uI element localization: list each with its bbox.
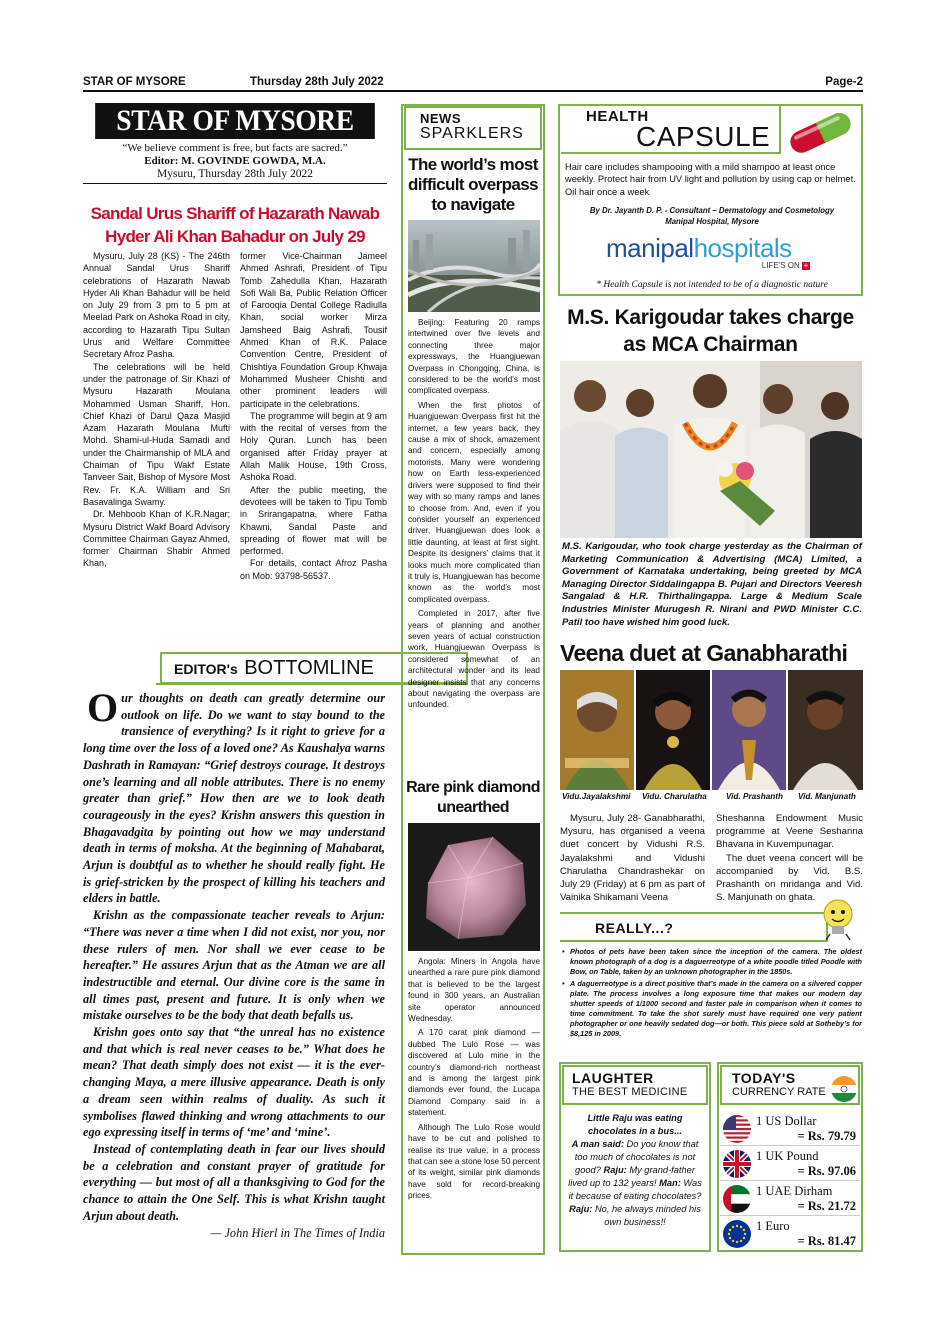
laughter-joke — [566, 1112, 704, 1229]
veena-paragraph: Mysuru, July 28- Ganabharathi, Mysuru, has organised a veena duet concert by Vidushi R.S. Jayalakshmi and Vidushi Charulatha Chandrashekar on July 29 (Friday) at 6 pm as part of Vainika Shikamani Veena — [560, 813, 705, 904]
urus-headline-line2: Hyder Ali Khan Bahadur on July 29 — [105, 227, 365, 246]
diamond-paragraph: A 170 carat pink diamond — dubbed The Lulo Rose — was discovered at Lulo mine in the country’s diamond-rich northeast and is among the largest pink diamonds ever found, the Lucapa Diamond Company said in a statement. — [408, 1028, 540, 1118]
really-list — [562, 947, 862, 1039]
veena-paragraph: The duet veena concert will be accompanied by Vid. B.S. Prashanth on mridanga and Vid. S. Manjunath on ghata. — [716, 852, 863, 904]
editorial-paragraph: Krishn as the compassionate teacher reveals to Arjun: “There was never a time when I did not exist, nor you, nor these rulers of men. Nor shall we ever cease to be hereafter.” He assures Arjun that as the Atman we are all indestructible and eternal. Our divine core is the same in all times past, present and future. It is only when we mistake ourselves to be the body that death befalls us. — [83, 908, 385, 1023]
really-item: • Photos of pets have been taken since the inception of the camera. The oldest known photograph of a dog is a daguerreotype of a white poodle titled Poodle with Bow, on Table, taken by an unknown photographer in the 1850s. — [562, 947, 862, 976]
pink-diamond-photo — [408, 823, 540, 951]
masthead-editor: Editor: M. GOVINDE GOWDA, M.A. — [144, 155, 326, 167]
currency-row — [720, 1112, 860, 1146]
veena-article-col1 — [560, 812, 705, 904]
logo-text-a: manipal — [606, 233, 694, 263]
uk-flag-icon — [723, 1150, 751, 1178]
veena-photo-3 — [712, 670, 786, 790]
news-label-bold: NEWS — [420, 111, 461, 126]
health-capsule-label — [561, 106, 781, 154]
news-sparklers-label — [404, 106, 542, 150]
joke-speaker: Man: — [659, 1178, 681, 1188]
page-header — [83, 76, 863, 92]
urus-paragraph: Mysuru, July 28 (KS) - The 246th Annual Sandal Urus Shariff celebrations of Hazarath Nawab Hyder Ali Khan Bahadur will be held on July 29 from 3 pm to 5 pm at Meelad Park on Ashoka Road in city, according to Hazarath Tipu Sultan Urus and Welfare Committee Secretary Afroz Pasha. — [83, 251, 230, 360]
uae-flag-icon — [723, 1185, 751, 1213]
overpass-headline: The world’s most difficult overpass to navigate — [408, 155, 538, 214]
really-label-text: REALLY...? — [595, 920, 674, 936]
veena-paragraph: Sheshanna Endowment Music programme at Veene Seshanna Bhavana in Kuvempunagar. — [716, 813, 863, 851]
editors-label-light: BOTTOMLINE — [244, 657, 374, 679]
veena-name-1: Vidu.Jayalakshmi — [562, 792, 631, 801]
diamond-paragraph: Angola: Miners in Angola have unearthed a rare pure pink diamond that is believed to be the largest found in 300 years, an Australian site operator announced Wednesday. — [408, 957, 540, 1024]
overpass-article — [408, 317, 540, 711]
urus-headline-line1: Sandal Urus Shariff of Hazarath Nawab — [90, 204, 380, 223]
laughter-label — [562, 1065, 708, 1105]
joke-speaker: A man said: — [571, 1139, 624, 1149]
masthead-dateline: Mysuru, Thursday 28th July 2022 — [83, 168, 387, 184]
overpass-paragraph: When the first photos of Huangjuewan Overpass first hit the internet, a few years back, they cause a mix of shock, amazement and concern, especially among motorists. Many were wondering how on Earth less-experienced drivers were supposed to find their way with so many ramps and lanes to choose from. And, even if you consider yourself an experienced driver, Huangjuewan does look a little daunting, at least at first sight. Despite its designers’ claims that it looks much more complicated than it truly is, Huangjuewan has become known as the world’s most complicated overpass. — [408, 400, 540, 604]
logo-tagline: LIFE'S ON — [761, 261, 800, 270]
diamond-headline: Rare pink diamond unearthed — [406, 779, 540, 816]
currency-rate: = Rs. 81.47 — [797, 1234, 856, 1248]
veena-article-col2 — [716, 812, 863, 904]
manipal-hospitals-logo — [606, 233, 816, 273]
health-byline-line1: By Dr. Jayanth D. P. - Consultant – Dermatology and Cosmetology — [589, 206, 835, 215]
joke-line: Do you know that too much of chocolates is not good? — [574, 1139, 699, 1175]
laughter-label-bold: LAUGHTER — [572, 1070, 654, 1086]
joke-speaker: Raju: — [569, 1204, 593, 1214]
mca-caption: M.S. Karigoudar, who took charge yesterday as the Chairman of Marketing Communication & Advertising (MCA) Limited, a Government of Karnataka undertaking, being greeted by MCA Managing Director Siddalingappa B. Pujari and Directors Veeresh Sangalad & H.R. Thirthalingappa. Large & Medium Scale Industries Minister Murugesh R. Nirani and PWD Minister C.C. Patil too have wished him good luck. — [562, 541, 862, 628]
urus-paragraph: former Vice-Chairman Jameel Ahmed Ashrafi, President of Tipu Tomb Zahedulla Khan, Hazarath Sofi Wali Ba, Public Relation Officer of Farooqia Dental College Radiulla Khan, social worker Mirza Jamsheed Baig Ashrafi, Tousif Ahmed Khan of R.K. Palace Convention Centre, President of Chishtiya Foundation Group Khwaja Mohammed Musheer Chishti and other prominent leaders will participate in the celebrations. — [240, 251, 387, 409]
veena-photo-1 — [560, 670, 634, 790]
pill-capsule-icon — [782, 110, 858, 154]
mca-headline-line1: M.S. Karigoudar takes charge — [567, 306, 854, 329]
currency-rate: = Rs. 21.72 — [797, 1199, 856, 1213]
overpass-photo — [408, 220, 540, 312]
mca-headline — [558, 304, 863, 358]
joke-speaker: Raju: — [603, 1165, 627, 1175]
mca-headline-line2: as MCA Chairman — [623, 333, 798, 356]
header-paper-name: STAR OF MYSORE — [83, 76, 186, 88]
editorial-byline: — John Hierl in The Times of India — [210, 1225, 385, 1240]
veena-headline: Veena duet at Ganabharathi — [560, 640, 848, 666]
india-flag-icon — [831, 1076, 857, 1102]
header-page-number: Page-2 — [825, 76, 863, 88]
mca-chairman-photo — [560, 361, 862, 538]
urus-article-col2 — [240, 250, 387, 582]
joke-line-intro: Little Raju was eating chocolates in a bus... — [587, 1113, 683, 1136]
joke-line: My grand-father lived up to 132 years! — [568, 1165, 695, 1188]
veena-name-2: Vidu. Charulatha — [642, 792, 707, 801]
urus-paragraph: For details, contact Afroz Pasha on Mob: 93798-56537. — [240, 558, 387, 581]
currency-name: 1 Euro — [756, 1219, 790, 1233]
overpass-paragraph: Completed in 2017, after five years of planning and another seven years of actual construction work, Huangjuewan Overpass is considered somewhat of an architectural wonder and its lead designer insists that any concerns about navigating the overpass are unfounded. — [408, 609, 540, 710]
currency-row — [720, 1182, 860, 1216]
urus-paragraph: Dr. Mehboob Khan of K.R.Nagar; Mysuru District Wakf Board Advisory Committee Chairman Gayaz Ahmed, former Chairman Shabir Ahmed Khan, — [83, 509, 230, 569]
overpass-paragraph: Beijing: Featuring 20 ramps intertwined over five levels and connecting three major expressways, the Huangjuewan Overpass in Chongqing, China, is considered to be the world’s most complicated overpass. — [408, 318, 540, 396]
masthead-motto: “We believe comment is free, but facts are sacred.” — [122, 142, 348, 154]
diamond-article — [408, 956, 540, 1202]
really-label — [560, 912, 828, 942]
urus-paragraph: The celebrations will be held under the patronage of Sir Khazi of Mysuru Hazarath Moulana Mohammed Usman Shariff, Hon. Chief Khazi of Darul Qaza Masjid Azam Hazarath Moulana Mufti Mohd. Shami-ul-Huda Samadi and under the Chairmanship of MLA and Chaiman of Tipu Wakf Estate Tanveer Sait, Bishop of Mysore Most Rev. Fr. K.A. William and Sri Basavalinga Swamy. — [83, 361, 230, 507]
currency-rate: = Rs. 97.06 — [797, 1164, 856, 1178]
header-date: Thursday 28th July 2022 — [250, 76, 384, 88]
masthead-title: STAR OF MYSORE — [95, 103, 375, 139]
currency-row — [720, 1217, 860, 1251]
health-byline-line2: Manipal Hospital, Mysore — [665, 216, 759, 226]
health-label-bold: HEALTH — [586, 108, 649, 125]
veena-photo-4 — [788, 670, 863, 790]
diamond-paragraph: Although The Lulo Rose would have to be cut and polished to realise its true value, in a process that can see a stone lose 50 percent of its weight, similar pink diamonds have sold for record-breaking prices. — [408, 1122, 540, 1201]
health-byline — [565, 206, 859, 227]
urus-article-col1 — [83, 250, 230, 570]
news-label-light: SPARKLERS — [420, 125, 524, 142]
editorial-paragraph: Krishn goes onto say that “the unreal has no existence and that which is real never ceases to be.” What does he mean? That death simply does not exist — it is the ever-changing Maya, a mere illusive appearance. Death is only a dream seen within realms of duality. As such it symbolises flawed thinking and wrong attachments to our ego expressing itself in terms of ‘me’ and ‘mine’. — [83, 1025, 385, 1140]
health-text: Hair care includes shampooing with a mild shampoo at least once weekly. Protect hair from UV light and pollution by using cap or helmet. Oil hair once a week — [565, 162, 856, 197]
currency-row — [720, 1147, 860, 1181]
joke-line: Was it because of eating chocolates? — [568, 1178, 702, 1201]
veena-name-4: Vid. Manjunath — [798, 792, 856, 801]
currency-rate: = Rs. 79.79 — [797, 1129, 856, 1143]
currency-label-light: CURRENCY RATE — [732, 1086, 826, 1098]
currency-name: 1 US Dollar — [756, 1114, 817, 1128]
editorial-dropcap: O — [87, 685, 119, 730]
urus-paragraph: The programme will begin at 9 am with the recital of verses from the Holy Quran. Lunch has been organised after Friday prayer at Allah Malik House, 19th Cross, Ashoka Road. — [240, 410, 387, 483]
editorial-body — [83, 685, 385, 1241]
veena-photo-2 — [636, 670, 710, 790]
urus-headline — [83, 202, 387, 248]
joke-line: No, he always minded his own business!! — [592, 1204, 701, 1227]
currency-name: 1 UK Pound — [756, 1149, 819, 1163]
us-flag-icon — [723, 1115, 751, 1143]
lightbulb-icon — [818, 896, 858, 944]
logo-text-b: hospitals — [693, 233, 792, 263]
health-disclaimer: * Health Capsule is not intended to be of a diagnostic nature — [596, 280, 828, 290]
red-cross-icon: + — [803, 261, 809, 270]
laughter-label-light: THE BEST MEDICINE — [572, 1086, 688, 1098]
health-label-light: CAPSULE — [636, 121, 771, 152]
really-item: • A daguerreotype is a direct positive that’s made in the camera on a silvered copper plate. The process involves a long exposure time that makes our modern day shutter speeds of 1/1000 second and faster pale in comparison when it comes to time commitment. To take the shot surely must have required one very patient photographer or one heavily sedated dog—or both. This piece sold at Sotheby’s for $8,125 in 2009. — [562, 979, 862, 1038]
urus-paragraph: After the public meeting, the devotees will be taken to Tipu Tomb in Srirangapatna, where Fatha Khawni, Sandal Paste and spreading of flower mat will be performed. — [240, 484, 387, 557]
currency-name: 1 UAE Dirham — [756, 1184, 833, 1198]
editors-label-bold: EDITOR's — [174, 661, 238, 677]
editorial-paragraph: Instead of contemplating death in fear our lives should be a celebration and constant prayer of gratitude for everything — but most of all a thanksgiving to God for the chance to attain the One Self. This is what Krishn taught Arjun about death. — [83, 1141, 385, 1223]
eu-flag-icon — [723, 1220, 751, 1248]
editorial-paragraph: Our thoughts on death can greatly determine our outlook on life. Do we want to stay bound to the transience of everything? Is it right to grieve for a long time over the loss of a loved one? As Kaushalya warns Dashrath in Ramayan: “Grief destroys courage. It destroys one’s learning and all noble attributes. There is no enemy greater than grief.” How then are we to look death courageously in the eyes? Krishn answers this question in Bhagavadgita by pointing out how we may understand death in terms of moksha. At the beginning of Mahabarat, Arjun is doubtful as to whether he should really fight. He is grief-stricken by the prospect of killing his teachers and elders in battle. — [83, 685, 385, 906]
veena-name-3: Vid. Prashanth — [726, 792, 784, 801]
masthead — [83, 103, 387, 184]
currency-label-bold: TODAY'S — [732, 1070, 796, 1086]
